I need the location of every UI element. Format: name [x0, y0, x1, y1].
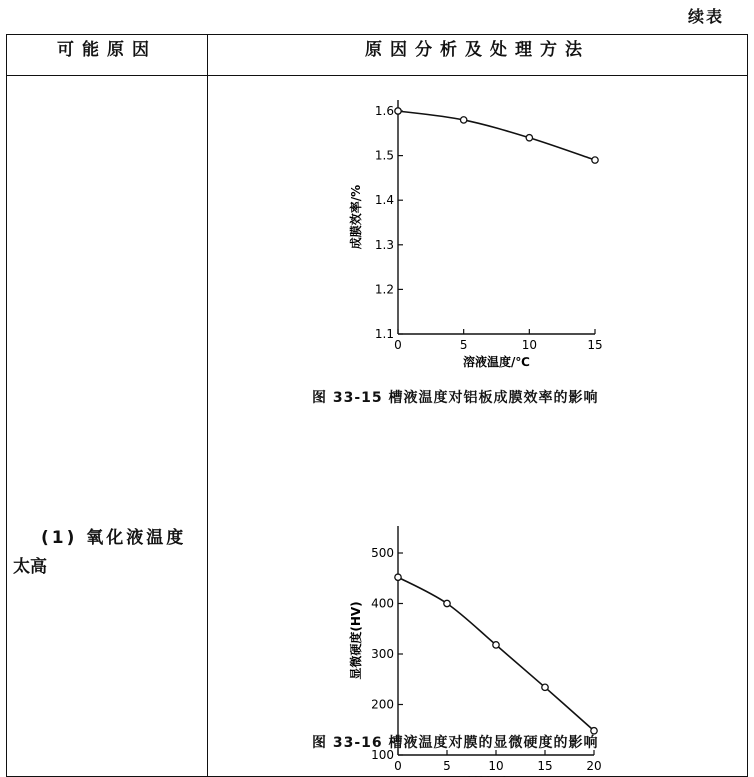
header-possible-cause: 可能原因	[7, 35, 208, 76]
data-point	[526, 135, 532, 141]
table-header-row	[7, 35, 748, 76]
analysis-cell	[208, 76, 748, 777]
y-tick-label: 1.4	[374, 193, 394, 208]
y-axis-label: 显微硬度(HV)	[349, 601, 363, 680]
continued-label: 续表	[687, 7, 724, 26]
y-tick-label: 100	[371, 748, 394, 762]
series-line	[398, 111, 595, 160]
data-point	[493, 642, 499, 648]
header-analysis-method: 原因分析及处理方法	[208, 35, 748, 76]
y-tick-label: 1.2	[374, 282, 394, 297]
x-tick-label: 0	[394, 759, 402, 773]
cause-cell	[7, 76, 208, 777]
y-tick-label: 500	[371, 546, 394, 560]
figure1-caption: 图 33-15 槽液温度对铝板成膜效率的影响	[312, 390, 599, 406]
efficiency-chart	[328, 84, 648, 384]
cause-line-2: 太高	[13, 557, 47, 577]
x-axis-label: 溶液温度/℃	[463, 355, 530, 369]
y-tick-label: 300	[371, 647, 394, 661]
data-point	[460, 117, 466, 123]
data-point	[395, 108, 401, 114]
y-axis-label: 成膜效率/%	[349, 184, 363, 250]
y-tick-label: 200	[371, 697, 394, 712]
y-tick-label: 400	[371, 596, 394, 611]
x-tick-label: 5	[443, 759, 451, 773]
y-tick-label: 1.3	[374, 237, 394, 252]
x-tick-label: 15	[537, 759, 553, 773]
cause-line-1: (1) 氧化液温度	[41, 528, 187, 548]
series-line	[398, 577, 594, 731]
figure2-caption: 图 33-16 槽液温度对膜的显微硬度的影响	[312, 735, 599, 751]
x-tick-label: 10	[521, 338, 537, 352]
y-tick-label: 1.6	[374, 104, 394, 118]
x-tick-label: 10	[488, 759, 504, 773]
x-tick-label: 0	[394, 338, 402, 352]
x-tick-label: 5	[459, 338, 468, 352]
cause-text	[13, 524, 203, 582]
data-point	[542, 684, 548, 690]
analysis-table	[6, 34, 748, 777]
x-tick-label: 15	[587, 338, 603, 352]
data-point	[444, 600, 450, 606]
y-tick-label: 1.5	[374, 148, 394, 163]
x-tick-label: 20	[586, 759, 602, 773]
table-row	[7, 76, 748, 777]
y-tick-label: 1.1	[374, 327, 394, 341]
data-point	[395, 574, 401, 580]
data-point	[592, 157, 598, 163]
